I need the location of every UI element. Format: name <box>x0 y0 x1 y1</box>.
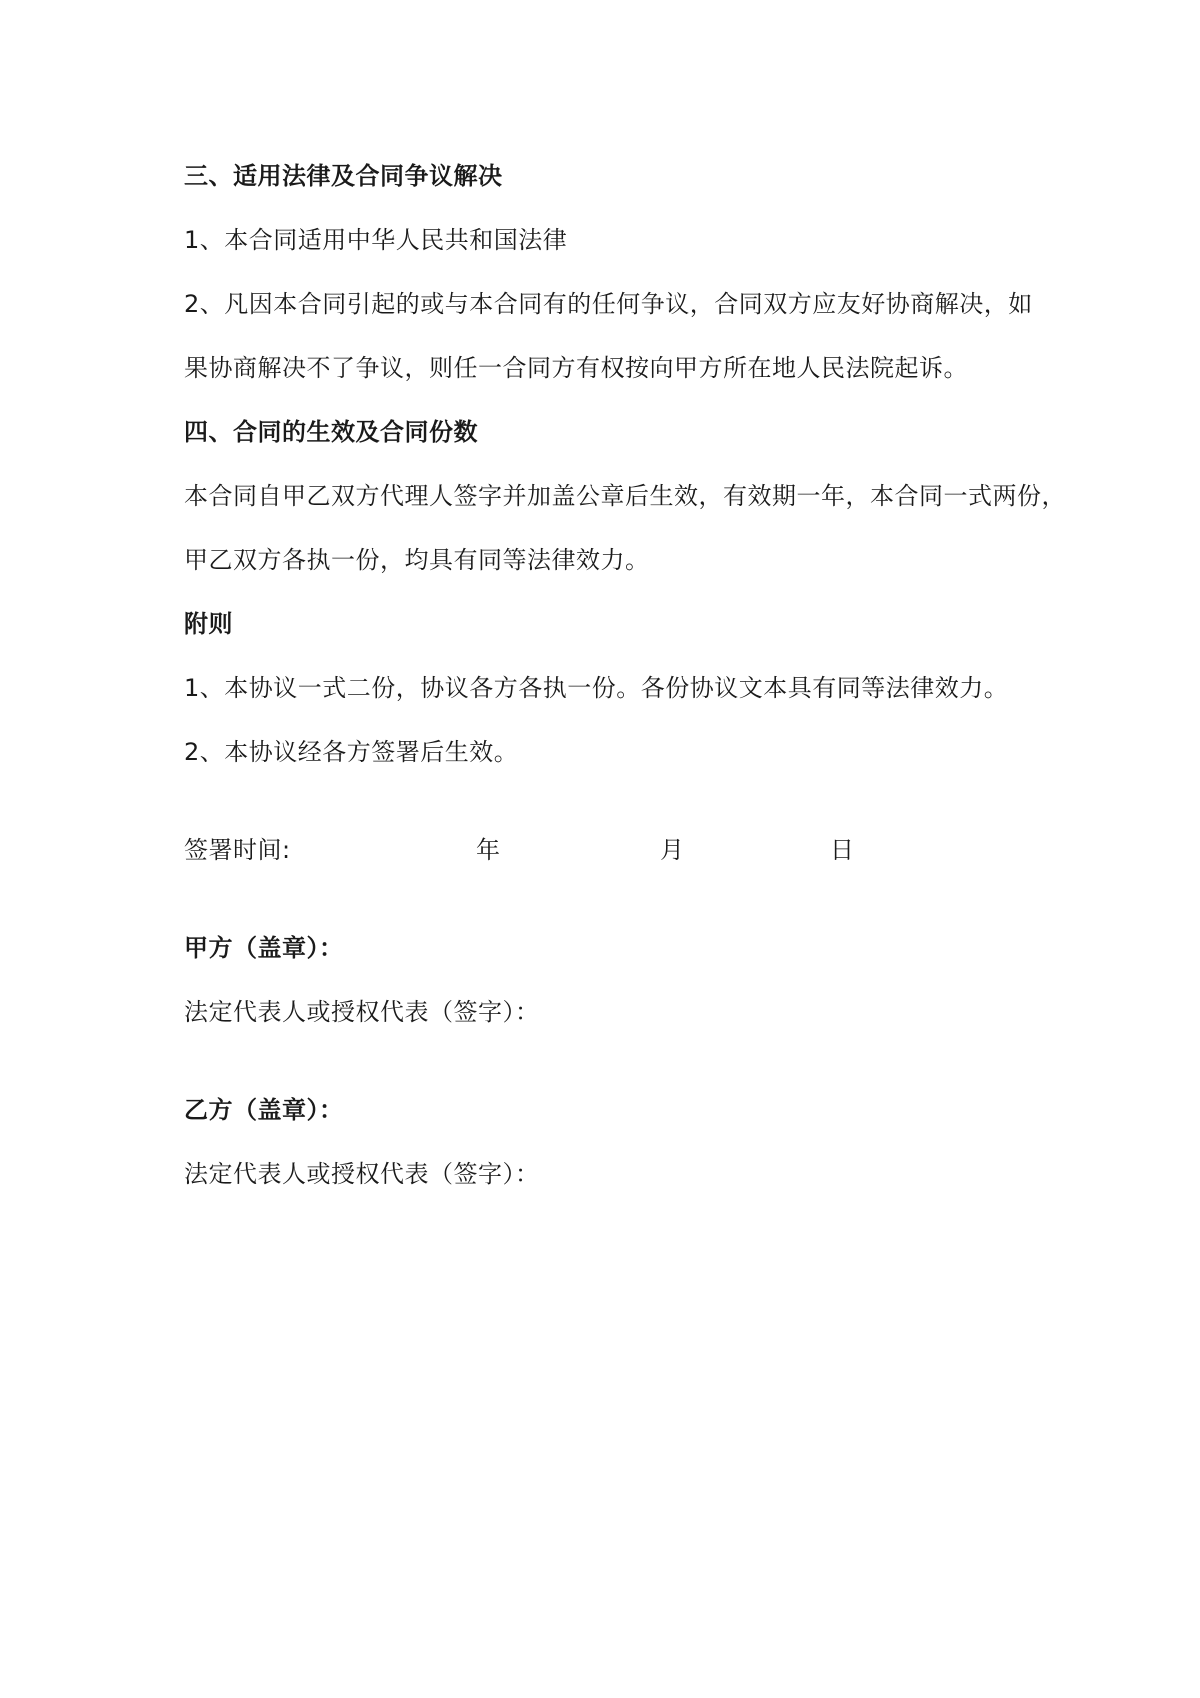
party-a-heading: 甲方（盖章）： <box>184 934 344 962</box>
section-3-item-2-line-2: 果协商解决不了争议，则任一合同方有权按向甲方所在地人民法院起诉。 <box>184 354 968 382</box>
section-3-heading: 三、适用法律及合同争议解决 <box>184 162 503 190</box>
section-3-item-2-line-1: 2、凡因本合同引起的或与本合同有的任何争议，合同双方应友好协商解决，如 <box>184 290 1033 318</box>
appendix-heading: 附则 <box>184 610 233 638</box>
section-3-item-1: 1、本合同适用中华人民共和国法律 <box>184 226 568 254</box>
appendix-item-1: 1、本协议一式二份，协议各方各执一份。各份协议文本具有同等法律效力。 <box>184 674 1009 702</box>
signing-time-label: 签署时间: <box>184 836 291 864</box>
appendix-item-2: 2、本协议经各方签署后生效。 <box>184 738 519 766</box>
signing-day-label: 日 <box>830 836 855 864</box>
section-4-heading: 四、合同的生效及合同份数 <box>184 418 478 446</box>
section-4-paragraph-line-1: 本合同自甲乙双方代理人签字并加盖公章后生效，有效期一年，本合同一式两份， <box>184 482 1066 510</box>
party-b-representative-label: 法定代表人或授权代表（签字）： <box>184 1160 540 1188</box>
section-4-paragraph-line-2: 甲乙双方各执一份，均具有同等法律效力。 <box>184 546 650 574</box>
party-a-representative-label: 法定代表人或授权代表（签字）： <box>184 998 540 1026</box>
signing-date-row <box>184 834 884 866</box>
party-b-heading: 乙方（盖章）： <box>184 1096 344 1124</box>
signing-month-label: 月 <box>660 836 685 864</box>
signing-year-label: 年 <box>476 836 501 864</box>
